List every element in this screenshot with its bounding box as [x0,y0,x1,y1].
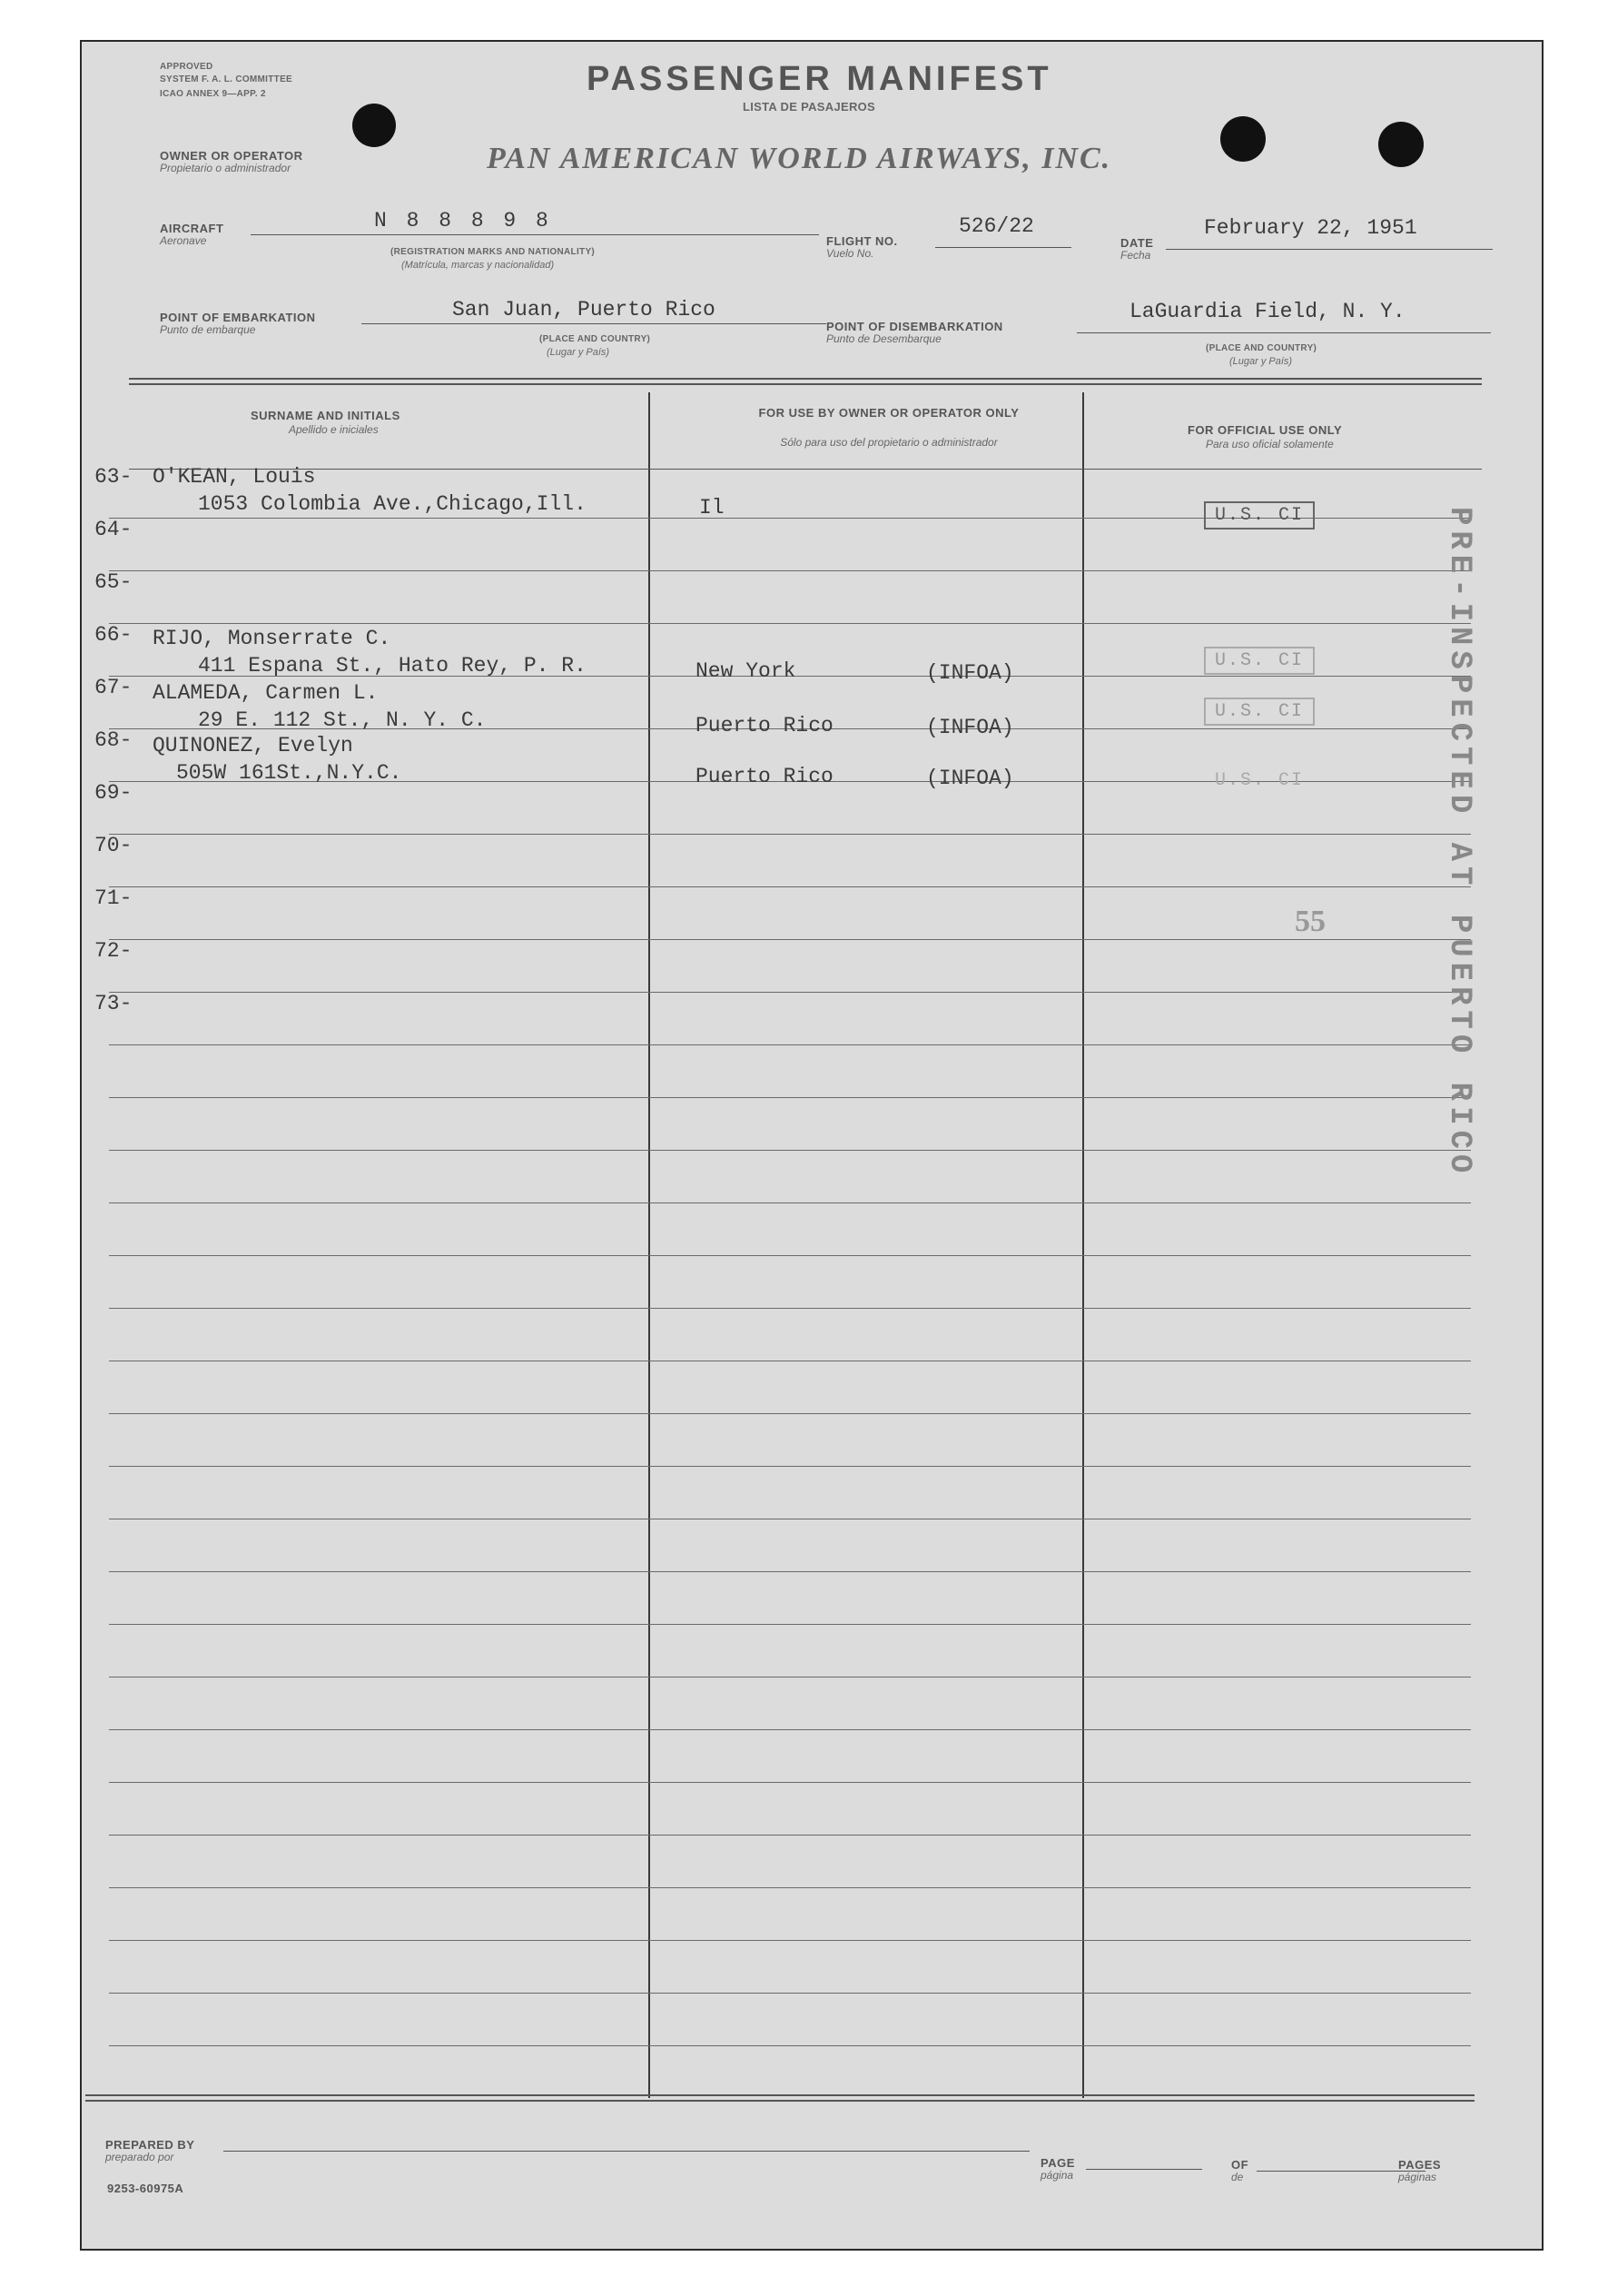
embark-value: San Juan, Puerto Rico [452,298,715,322]
disembark-value: LaGuardia Field, N. Y. [1129,300,1406,323]
page-subtitle: LISTA DE PASAJEROS [743,100,876,114]
customs-stamp: U.S. CI [1215,770,1305,791]
of-label-es: de [1231,2171,1244,2183]
ruled-line [109,1150,1471,1151]
aircraft-label: AIRCRAFT [160,222,224,235]
form-number: 9253-60975A [107,2182,184,2195]
row-number: 71- [94,886,133,910]
ruled-line [109,1940,1471,1941]
infoa-note: (INFOA) [926,661,1014,685]
passenger-address: 1053 Colombia Ave.,Chicago,Ill. [198,492,587,516]
ruled-line [109,886,1471,887]
passenger-name: O'KEAN, Louis [153,465,316,489]
row-number: 67- [94,676,133,699]
passenger-address: 505W 161St.,N.Y.C. [176,761,402,785]
embark-label: POINT OF EMBARKATION [160,311,316,324]
ruled-line [109,623,1471,624]
page-label: PAGE [1041,2156,1075,2170]
disembark-note-es: (Lugar y País) [1229,356,1293,367]
preinspected-stamp: PRE-INSPECTED AT PUERTO RICO [1442,507,1476,1179]
owner-note: New York [695,659,796,683]
ruled-line [109,1571,1471,1572]
pages-label: PAGES [1398,2158,1442,2172]
row-number: 69- [94,781,133,805]
customs-stamp: U.S. CI [1204,647,1315,675]
passenger-name: QUINONEZ, Evelyn [153,734,353,757]
customs-stamp: U.S. CI [1204,501,1315,529]
ruled-line [109,834,1471,835]
row-number: 64- [94,518,133,541]
aircraft-note-es: (Matrícula, marcas y nacionalidad) [401,260,555,271]
row-number: 63- [94,465,133,489]
date-label-es: Fecha [1120,249,1151,262]
disembark-label: POINT OF DISEMBARKATION [826,320,1003,333]
passenger-address: 411 Espana St., Hato Rey, P. R. [198,654,587,678]
customs-stamp: U.S. CI [1204,698,1315,726]
ruled-line [109,992,1471,993]
ruled-line [109,1887,1471,1888]
date-value: February 22, 1951 [1204,216,1417,240]
owner-note: Puerto Rico [695,714,834,737]
punch-hole-right-2 [1378,122,1424,167]
pages-label-es: páginas [1398,2171,1437,2183]
ruled-line [109,1624,1471,1625]
prepared-label-es: preparado por [105,2151,174,2163]
ruled-line [109,1308,1471,1309]
ruled-line [109,1835,1471,1836]
ruled-line [109,1255,1471,1256]
col-header-surname-es: Apellido e iniciales [289,423,379,436]
ruled-line [109,1466,1471,1467]
row-number: 65- [94,570,133,594]
aircraft-note: (REGISTRATION MARKS AND NATIONALITY) [390,247,596,257]
owner-note: Il [699,496,725,520]
row-number: 73- [94,992,133,1015]
row-number: 66- [94,623,133,647]
ruled-line [109,1202,1471,1203]
punch-hole-right-1 [1220,116,1266,162]
row-number: 68- [94,728,133,752]
ruled-line [109,570,1471,571]
aircraft-value: N 8 8 8 9 8 [374,209,552,233]
ruled-line [109,1993,1471,1994]
page-title: PASSENGER MANIFEST [587,60,1052,98]
embark-note-es: (Lugar y País) [547,347,610,358]
disembark-note: (PLACE AND COUNTRY) [1206,343,1317,353]
owner-label-es: Propietario o administrador [160,162,291,174]
company-name: PAN AMERICAN WORLD AIRWAYS, INC. [487,142,1112,175]
ruled-line [109,939,1471,940]
col-header-surname: SURNAME AND INITIALS [251,409,400,422]
passenger-name: ALAMEDA, Carmen L. [153,681,379,705]
owner-label: OWNER OR OPERATOR [160,149,303,163]
of-label: OF [1231,2158,1249,2172]
approval-line-2: SYSTEM F. A. L. COMMITTEE [160,74,293,84]
prepared-label: PREPARED BY [105,2138,195,2152]
ruled-line [109,1413,1471,1414]
col-header-official: FOR OFFICIAL USE ONLY [1188,423,1343,437]
flight-label: FLIGHT NO. [826,234,898,248]
date-label: DATE [1120,236,1154,250]
embark-label-es: Punto de embarque [160,323,256,336]
page-label-es: página [1041,2169,1074,2182]
approval-line-1: APPROVED [160,62,213,72]
flight-value: 526/22 [959,214,1034,238]
disembark-label-es: Punto de Desembarque [826,332,942,345]
punch-hole-left [352,104,396,147]
header-rule [129,469,1482,470]
stamp-number: 55 [1295,905,1326,938]
ruled-line [109,1782,1471,1783]
passenger-address: 29 E. 112 St., N. Y. C. [198,708,487,732]
approval-line-3: ICAO ANNEX 9—APP. 2 [160,89,266,99]
ruled-line [109,1044,1471,1045]
col-header-owner-es: Sólo para uso del propietario o administrador [780,436,998,449]
row-number: 72- [94,939,133,963]
manifest-page [80,40,1544,2251]
flight-label-es: Vuelo No. [826,247,874,260]
embark-note: (PLACE AND COUNTRY) [539,334,651,344]
ruled-line [109,1097,1471,1098]
ruled-line [109,2045,1471,2046]
infoa-note: (INFOA) [926,716,1014,739]
col-header-owner: FOR USE BY OWNER OR OPERATOR ONLY [758,406,1020,420]
row-number: 70- [94,834,133,857]
ruled-line [109,1729,1471,1730]
passenger-name: RIJO, Monserrate C. [153,627,391,650]
infoa-note: (INFOA) [926,767,1014,790]
aircraft-label-es: Aeronave [160,234,207,247]
col-header-official-es: Para uso oficial solamente [1206,438,1334,450]
owner-note: Puerto Rico [695,765,834,788]
